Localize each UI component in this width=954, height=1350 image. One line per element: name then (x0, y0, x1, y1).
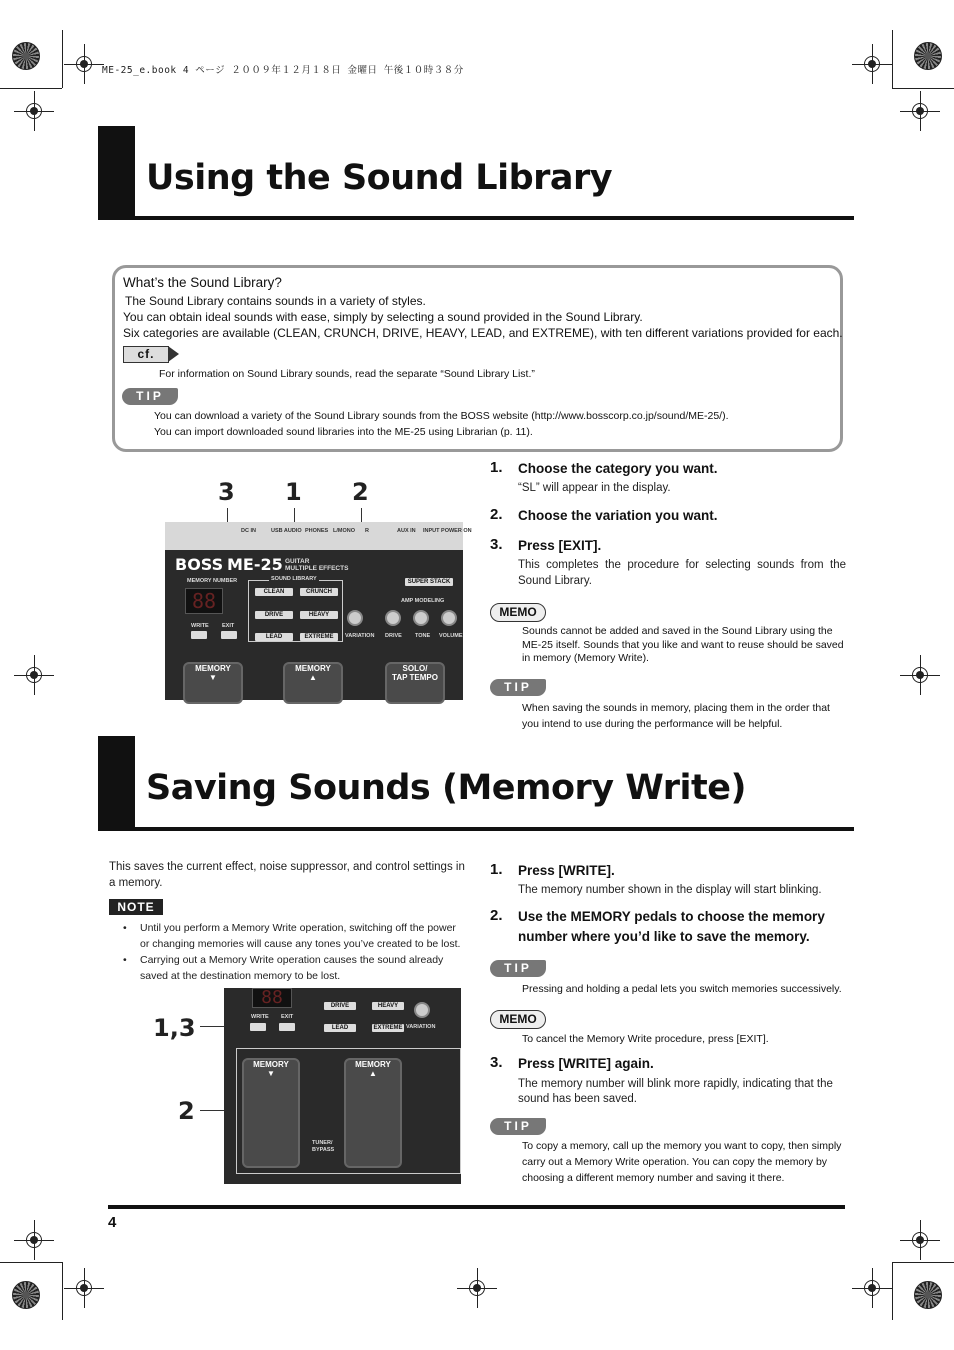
tip-badge: TIP (490, 679, 546, 696)
sound-library-label: SOUND LIBRARY (271, 576, 317, 582)
step-number: 3. (490, 1054, 503, 1071)
crosshair-mark-icon (908, 1228, 932, 1252)
jack-label: INPUT POWER ON (423, 528, 472, 534)
drive-knob[interactable] (385, 610, 401, 626)
crop-mark (892, 1262, 893, 1320)
step-title: Choose the category you want. (518, 461, 718, 476)
tip-badge: TIP (490, 960, 546, 977)
knob-label: VARIATION (345, 633, 375, 639)
crosshair-mark-icon (72, 1276, 96, 1300)
print-slug: ME-25_e.book 4 ページ ２００９年１２月１８日 金曜日 午後１０時３８分 (102, 65, 464, 76)
jack-label: L/MONO (333, 528, 355, 534)
cf-badge: cf. (123, 346, 169, 363)
device-top-strip (165, 522, 463, 550)
crop-mark (0, 88, 62, 89)
write-button[interactable] (250, 1023, 266, 1031)
crosshair-mark-icon (72, 52, 96, 76)
tuner-label: TUNER/ (312, 1140, 333, 1146)
category-button[interactable]: EXTREME (300, 633, 338, 641)
section-title: Saving Sounds (Memory Write) (146, 768, 747, 808)
step-title: Press [EXIT]. (518, 538, 602, 553)
callout-number: 3 (218, 478, 235, 506)
category-button[interactable]: CLEAN (255, 588, 293, 596)
step-title: Use the MEMORY pedals to choose the memory number where you’d like to save the memory. (518, 909, 825, 944)
device-panel-image (165, 522, 472, 700)
tip-text: Pressing and holding a pedal lets you switch memories successively. (522, 983, 842, 995)
jack-label: AUX IN (397, 528, 416, 534)
step-title: Press [WRITE] again. (518, 1056, 654, 1071)
memory-number-label: MEMORY NUMBER (187, 578, 238, 584)
category-button[interactable]: HEAVY (372, 1002, 404, 1010)
cf-text: For information on Sound Library sounds, read the separate “Sound Library List.” (159, 368, 535, 380)
bypass-label: BYPASS (312, 1147, 335, 1153)
crosshair-mark-icon (22, 663, 46, 687)
memo-badge: MEMO (490, 603, 546, 622)
memory-down-pedal[interactable]: MEMORY ▼ (242, 1058, 300, 1168)
knob-label: VARIATION (406, 1024, 436, 1030)
memo-text: Sounds cannot be added and saved in the Sound Library using the ME-25 itself. Sounds that you like and want to reuse should be saved in memory (Memory Write). (522, 625, 844, 664)
volume-knob[interactable] (441, 610, 457, 626)
step-body: This completes the procedure for selecting sounds from the Sound Library. (518, 559, 846, 587)
section-heading-block (98, 736, 135, 831)
registration-disc-icon (12, 42, 40, 70)
category-button[interactable]: LEAD (324, 1024, 356, 1032)
model-name: ME-25 (227, 555, 283, 574)
category-button[interactable]: DRIVE (324, 1002, 356, 1010)
pedal-label: SOLO/ (402, 664, 428, 673)
variation-knob[interactable] (347, 610, 363, 626)
registration-disc-icon (914, 42, 942, 70)
section-title: Using the Sound Library (146, 158, 613, 198)
knob-label: TONE (415, 633, 431, 639)
model-subtitle: MULTIPLE EFFECTS (285, 565, 349, 572)
step-body: The memory number shown in the display will start blinking. (518, 884, 822, 896)
memo-badge: MEMO (490, 1010, 546, 1029)
callout-number: 1 (285, 478, 302, 506)
category-button[interactable]: LEAD (255, 633, 293, 641)
pedal-label: MEMORY (195, 664, 231, 673)
note-item: Carrying out a Memory Write operation causes the sound already saved at the destination memory to be lost. (140, 954, 444, 982)
intro-text: This saves the current effect, noise suppressor, and control settings in a memory. (109, 861, 465, 889)
info-text: Six categories are available (CLEAN, CRUNCH, DRIVE, HEAVY, LEAD, and EXTREME), with ten different variations provided for each. (123, 326, 843, 340)
jack-label: USB AUDIO (271, 528, 302, 534)
section-heading-block (98, 126, 135, 220)
page-number: 4 (108, 1214, 117, 1231)
crop-mark (892, 1262, 954, 1263)
category-button[interactable]: HEAVY (300, 611, 338, 619)
bullet-dot: • (123, 954, 127, 966)
crop-mark (892, 88, 954, 89)
tip-badge: TIP (490, 1118, 546, 1135)
crosshair-mark-icon (22, 1228, 46, 1252)
write-label: WRITE (251, 1014, 269, 1020)
exit-button[interactable] (279, 1023, 295, 1031)
step-body: The memory number will blink more rapidly, indicating that the sound has been saved. (518, 1078, 833, 1105)
tone-knob[interactable] (413, 610, 429, 626)
memory-display: 88 (185, 588, 223, 614)
callout-number: 1,3 (153, 1014, 196, 1042)
super-stack-button[interactable]: SUPER STACK (405, 578, 453, 586)
step-number: 3. (490, 536, 503, 553)
crop-mark (62, 1262, 63, 1320)
bullet-dot: • (123, 922, 127, 934)
memory-up-pedal[interactable]: MEMORY ▲ (283, 662, 343, 704)
tip-text: You can import downloaded sound libraries into the ME-25 using Librarian (p. 11). (154, 426, 533, 438)
memory-display: 88 (252, 988, 292, 1008)
info-text: The Sound Library contains sounds in a variety of styles. (125, 294, 426, 308)
category-button[interactable]: DRIVE (255, 611, 293, 619)
memo-text: To cancel the Memory Write procedure, press [EXIT]. (522, 1033, 769, 1045)
section-heading-rule (98, 216, 854, 220)
callout-number: 2 (352, 478, 369, 506)
registration-disc-icon (914, 1281, 942, 1309)
info-heading: What’s the Sound Library? (123, 275, 282, 290)
step-number: 1. (490, 861, 503, 878)
write-label: WRITE (191, 623, 209, 629)
cf-arrow-icon (168, 346, 179, 362)
tip-text: You can download a variety of the Sound Library sounds from the BOSS website (http://www.bosscorp.co.jp/sound/ME-25/). (154, 410, 729, 422)
footer-rule (108, 1205, 845, 1209)
pedal-label: MEMORY (253, 1060, 289, 1069)
note-item: Until you perform a Memory Write operation, switching off the power or changing memories will cause any tones you’ve created to be lost. (140, 922, 461, 950)
step-title: Choose the variation you want. (518, 508, 718, 523)
step-title: Press [WRITE]. (518, 863, 615, 878)
pedal-label: MEMORY (295, 664, 331, 673)
crop-mark (892, 30, 893, 88)
knob-label: DRIVE (385, 633, 402, 639)
jack-label: DC IN (241, 528, 256, 534)
crosshair-mark-icon (860, 1276, 884, 1300)
step-body: “SL” will appear in the display. (518, 482, 671, 494)
exit-button[interactable] (221, 631, 237, 639)
info-text: You can obtain ideal sounds with ease, simply by selecting a sound provided in the Sound Library. (123, 310, 643, 324)
crosshair-mark-icon (22, 99, 46, 123)
category-button[interactable]: EXTREME (373, 1025, 403, 1031)
category-button[interactable]: CRUNCH (300, 588, 338, 596)
exit-label: EXIT (222, 623, 235, 629)
crosshair-mark-icon (908, 99, 932, 123)
note-badge: NOTE (109, 899, 163, 915)
crosshair-mark-icon (465, 1276, 489, 1300)
exit-label: EXIT (281, 1014, 294, 1020)
solo-tap-tempo-pedal[interactable] (385, 662, 445, 704)
tip-badge: TIP (122, 388, 178, 405)
jack-label: R (365, 528, 369, 534)
step-number: 2. (490, 907, 503, 924)
pedal-label: TAP TEMPO (392, 673, 438, 682)
tip-text: When saving the sounds in memory, placing them in the order that you intend to use during the performance will be helpful. (522, 702, 830, 730)
tip-text: To copy a memory, call up the memory you want to copy, then simply carry out a Memory Write operation. You can copy the memory by choosing a different memory number and saving it there. (522, 1140, 842, 1184)
memory-down-pedal[interactable]: MEMORY ▼ (183, 662, 243, 704)
variation-knob[interactable] (414, 1002, 430, 1018)
model-subtitle: GUITAR (285, 558, 310, 565)
device-panel-image (224, 988, 461, 1184)
crop-mark (62, 30, 63, 88)
write-button[interactable] (191, 631, 207, 639)
pedal-label: MEMORY (355, 1060, 391, 1069)
step-number: 2. (490, 506, 503, 523)
crop-mark (0, 1262, 62, 1263)
jack-label: PHONES (305, 528, 329, 534)
knob-label: VOLUME (439, 633, 463, 639)
brand-logo: BOSS (175, 555, 224, 574)
crosshair-mark-icon (860, 52, 884, 76)
registration-disc-icon (12, 1281, 40, 1309)
step-number: 1. (490, 459, 503, 476)
callout-number: 2 (178, 1097, 195, 1125)
crosshair-mark-icon (908, 663, 932, 687)
amp-modeling-label: AMP MODELING (401, 598, 445, 604)
section-heading-rule (98, 827, 854, 831)
memory-up-pedal[interactable]: MEMORY ▲ (344, 1058, 402, 1168)
